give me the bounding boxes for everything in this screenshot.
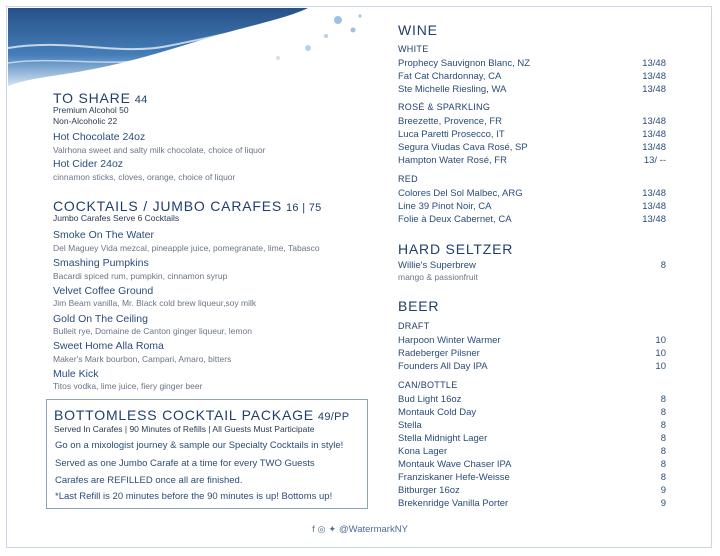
menu-item-name: Smashing Pumpkins bbox=[53, 257, 149, 269]
beer-row: Franziskaner Hefe-Weisse 8 bbox=[398, 472, 666, 483]
menu-item-name: Gold On The Ceiling bbox=[53, 313, 148, 325]
bottomless-package-box bbox=[46, 399, 368, 509]
beer-row: Harpoon Winter Warmer 10 bbox=[398, 335, 666, 346]
beer-can-label: CAN/BOTTLE bbox=[398, 380, 458, 390]
menu-item-desc: Bacardi spiced rum, pumpkin, cinnamon syrup bbox=[53, 271, 228, 281]
beer-row: Kona Lager 8 bbox=[398, 446, 666, 457]
beer-row: Stella 8 bbox=[398, 420, 666, 431]
twitter-icon[interactable]: ✦ bbox=[328, 524, 336, 534]
wine-row: Luca Paretti Prosecco, IT 13/48 bbox=[398, 129, 666, 140]
wine-row: Colores Del Sol Malbec, ARG 13/48 bbox=[398, 188, 666, 199]
wine-row: Hampton Water Rosé, FR 13/ -- bbox=[398, 155, 666, 166]
wine-white-label: WHITE bbox=[398, 44, 429, 54]
beer-row: Bud Light 16oz 8 bbox=[398, 394, 666, 405]
menu-item-desc: Del Maguey Vida mezcal, pineapple juice, pomegranate, lime, Tabasco bbox=[53, 243, 320, 253]
seltzer-desc: mango & passionfruit bbox=[398, 272, 478, 282]
menu-item-name: Hot Chocolate 24oz bbox=[53, 131, 146, 143]
menu-item-name: Velvet Coffee Ground bbox=[53, 285, 154, 297]
cocktails-heading: COCKTAILS / JUMBO CARAFES 16 | 75 bbox=[53, 198, 322, 214]
bottomless-heading: BOTTOMLESS COCKTAIL PACKAGE 49/PP bbox=[54, 407, 350, 423]
menu-item-name: Sweet Home Alla Roma bbox=[53, 340, 164, 352]
beer-row: Montauk Cold Day 8 bbox=[398, 407, 666, 418]
social-handle[interactable]: @WatermarkNY bbox=[338, 524, 408, 535]
menu-item-name: Smoke On The Water bbox=[53, 229, 154, 241]
beer-row: Bitburger 16oz 9 bbox=[398, 485, 666, 496]
menu-item-desc: Bulleit rye, Domaine de Canton ginger liqueur, lemon bbox=[53, 326, 252, 336]
bottomless-line: Served as one Jumbo Carafe at a time for every TWO Guests bbox=[55, 458, 315, 469]
menu-item-desc: Titos vodka, lime juice, fiery ginger beer bbox=[53, 381, 203, 391]
menu-item-desc: Jim Beam vanilla, Mr. Black cold brew liqueur,soy milk bbox=[53, 298, 257, 308]
facebook-icon[interactable]: f bbox=[312, 524, 315, 534]
menu-item-name: Hot Cider 24oz bbox=[53, 158, 124, 170]
beer-row: Radeberger Pilsner 10 bbox=[398, 348, 666, 359]
beer-row: Montauk Wave Chaser IPA 8 bbox=[398, 459, 666, 470]
bottomless-line: *Last Refill is 20 minutes before the 90 minutes is up! Bottoms up! bbox=[55, 491, 333, 502]
wine-red-label: RED bbox=[398, 174, 418, 184]
water-splash-image bbox=[8, 8, 368, 90]
bottomless-subtitle: Served In Carafes | 90 Minutes of Refills | All Guests Must Participate bbox=[54, 424, 315, 434]
instagram-icon[interactable]: ◎ bbox=[317, 524, 326, 534]
social-footer bbox=[0, 524, 720, 535]
wine-row: Line 39 Pinot Noir, CA 13/48 bbox=[398, 201, 666, 212]
bottomless-line: Go on a mixologist journey & sample our Specialty Cocktails in style! bbox=[55, 440, 344, 451]
wine-row: Breezette, Provence, FR 13/48 bbox=[398, 116, 666, 127]
beer-heading: BEER bbox=[398, 298, 440, 314]
menu-item-desc: cinnamon sticks, cloves, orange, choice of liquor bbox=[53, 172, 236, 182]
wine-row: Ste Michelle Riesling, WA 13/48 bbox=[398, 84, 666, 95]
beer-row: Stella Midnight Lager 8 bbox=[398, 433, 666, 444]
cocktails-subtitle: Jumbo Carafes Serve 6 Cocktails bbox=[53, 213, 180, 223]
menu-item-desc: Maker's Mark bourbon, Campari, Amaro, bitters bbox=[53, 354, 232, 364]
beer-row: Brekenridge Vanilla Porter 9 bbox=[398, 498, 666, 509]
bottomless-line: Carafes are REFILLED once all are finished. bbox=[55, 475, 243, 486]
wine-rose-label: ROSÉ & SPARKLING bbox=[398, 102, 491, 112]
wine-row: Fat Cat Chardonnay, CA 13/48 bbox=[398, 71, 666, 82]
seltzer-row: Willie's Superbrew 8 bbox=[398, 260, 666, 271]
menu-item-name: Mule Kick bbox=[53, 368, 99, 380]
to-share-heading: TO SHARE 44 bbox=[53, 90, 148, 106]
wine-row: Segura Viudas Cava Rosé, SP 13/48 bbox=[398, 142, 666, 153]
to-share-nonalcoholic-price: Non-Alcoholic 22 bbox=[53, 116, 118, 126]
menu-item-desc: Valrhona sweet and salty milk chocolate, choice of liquor bbox=[53, 145, 266, 155]
wine-row: Folie à Deux Cabernet, CA 13/48 bbox=[398, 214, 666, 225]
wine-heading: WINE bbox=[398, 22, 438, 38]
to-share-premium-price: Premium Alcohol 50 bbox=[53, 105, 129, 115]
hard-seltzer-heading: HARD SELTZER bbox=[398, 241, 514, 257]
beer-draft-label: DRAFT bbox=[398, 321, 430, 331]
beer-row: Founders All Day IPA 10 bbox=[398, 361, 666, 372]
wine-row: Prophecy Sauvignon Blanc, NZ 13/48 bbox=[398, 58, 666, 69]
